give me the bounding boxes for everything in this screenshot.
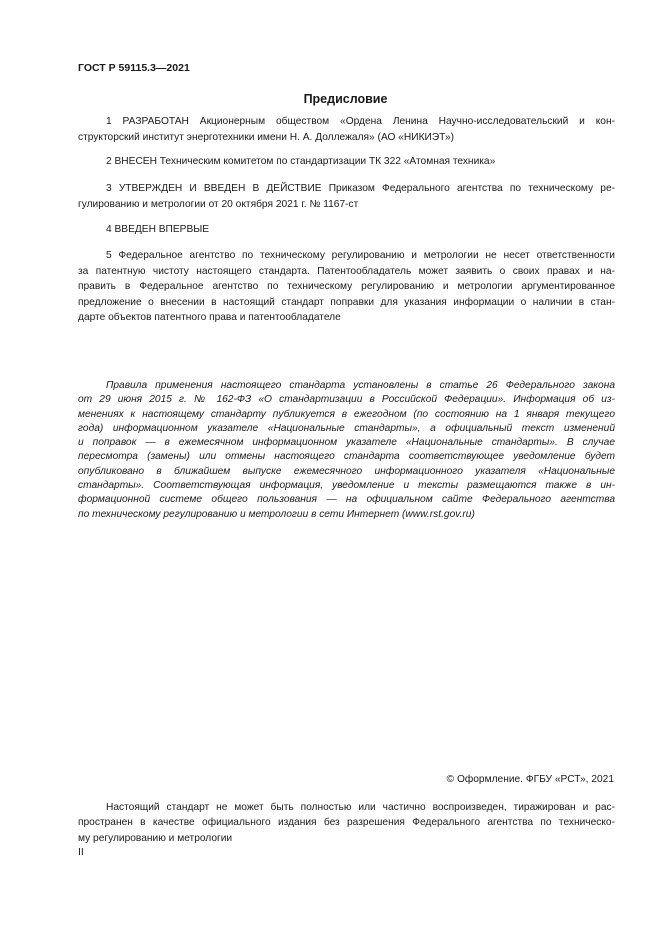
paragraph-developed — [78, 114, 615, 145]
paragraph-line: 4 ВВЕДЕН ВПЕРВЫЕ — [106, 224, 210, 235]
notice-line: пространен в качестве официального издания без разрешения Федерального агентства по техническо- — [78, 817, 615, 829]
page-number: II — [78, 846, 84, 858]
paragraph-line: править в Федеральное агентство по техническому регулированию и метрологии аргументированное — [78, 281, 615, 292]
paragraph-submitted — [78, 154, 615, 170]
paragraph-patent — [78, 248, 615, 326]
rules-line: Правила применения настоящего стандарта установлены в статье 26 Федерального закона — [106, 380, 615, 391]
paragraph-line: 2 ВНЕСЕН Техническим комитетом по стандартизации ТК 322 «Атомная техника» — [106, 156, 496, 167]
rules-line: опубликовано в ближайшем выпуске ежемесячного информационного указателя «Национальные — [78, 465, 615, 477]
paragraph-line: структорский институт энерготехники имени Н. А. Доллежаля» (АО «НИКИЭТ») — [78, 131, 455, 143]
rules-line: и поправок — в ежемесячном информационном указателе «Национальные стандарты». В случае — [78, 437, 615, 449]
rules-line: года) информационном указателе «Национальные стандарты», а официальный текст изменений — [78, 422, 615, 434]
rules-line: пересмотра (замены) или отмены настоящего стандарта соответствующее уведомление будет — [78, 451, 615, 463]
paragraph-introduced — [78, 222, 615, 238]
rules-line: формационной системе общего пользования — на официальном сайте Федерального агентства — [78, 494, 615, 506]
paragraph-line: дарте объектов патентного права и патентообладателе — [78, 312, 341, 323]
paragraph-line: 5 Федеральное агентство по техническому регулированию и метрологии не несет ответственности — [106, 250, 615, 261]
rules-line: от 29 июня 2015 г. № 162-ФЗ «О стандартизации в Российской Федерации». Информация об из- — [78, 394, 615, 406]
paragraph-line: 3 УТВЕРЖДЕН И ВВЕДЕН В ДЕЙСТВИЕ Приказом Федерального агентства по техническому ре- — [106, 183, 615, 194]
paragraph-line: за патентную чистоту настоящего стандарта. Патентообладатель может заявить о своих правах и на- — [78, 265, 615, 277]
paragraph-approved — [78, 181, 615, 212]
rules-line: менениях к настоящему стандарту публикуется в ежегодном (по состоянию на 1 января текущего — [78, 408, 615, 420]
copyright-notice: © Оформление. ФГБУ «РСТ», 2021 — [446, 774, 614, 785]
rules-line: по техническому регулированию и метрологии в сети Интернет (www.rst.gov.ru) — [78, 508, 475, 520]
rules-line: стандарты». Соответствующая информация, уведомление и тексты размещаются также в ин- — [78, 480, 615, 492]
notice-line: Настоящий стандарт не может быть полностью или частично воспроизведен, тиражирован и рас- — [106, 802, 615, 813]
document-code: ГОСТ Р 59115.3—2021 — [78, 62, 190, 74]
application-rules — [78, 379, 615, 522]
paragraph-line: гулированию и метрологии от 20 октября 2021 г. № 1167-ст — [78, 198, 359, 210]
paragraph-line: предложение о внесении в настоящий стандарт поправки для указания информации о наличии в стан- — [78, 296, 615, 308]
reproduction-notice — [78, 800, 615, 846]
page-title: Предисловие — [303, 92, 388, 106]
paragraph-line: 1 РАЗРАБОТАН Акционерным обществом «Ордена Ленина Научно-исследовательский и кон- — [106, 116, 615, 127]
notice-line: му регулированию и метрологии — [78, 832, 233, 844]
